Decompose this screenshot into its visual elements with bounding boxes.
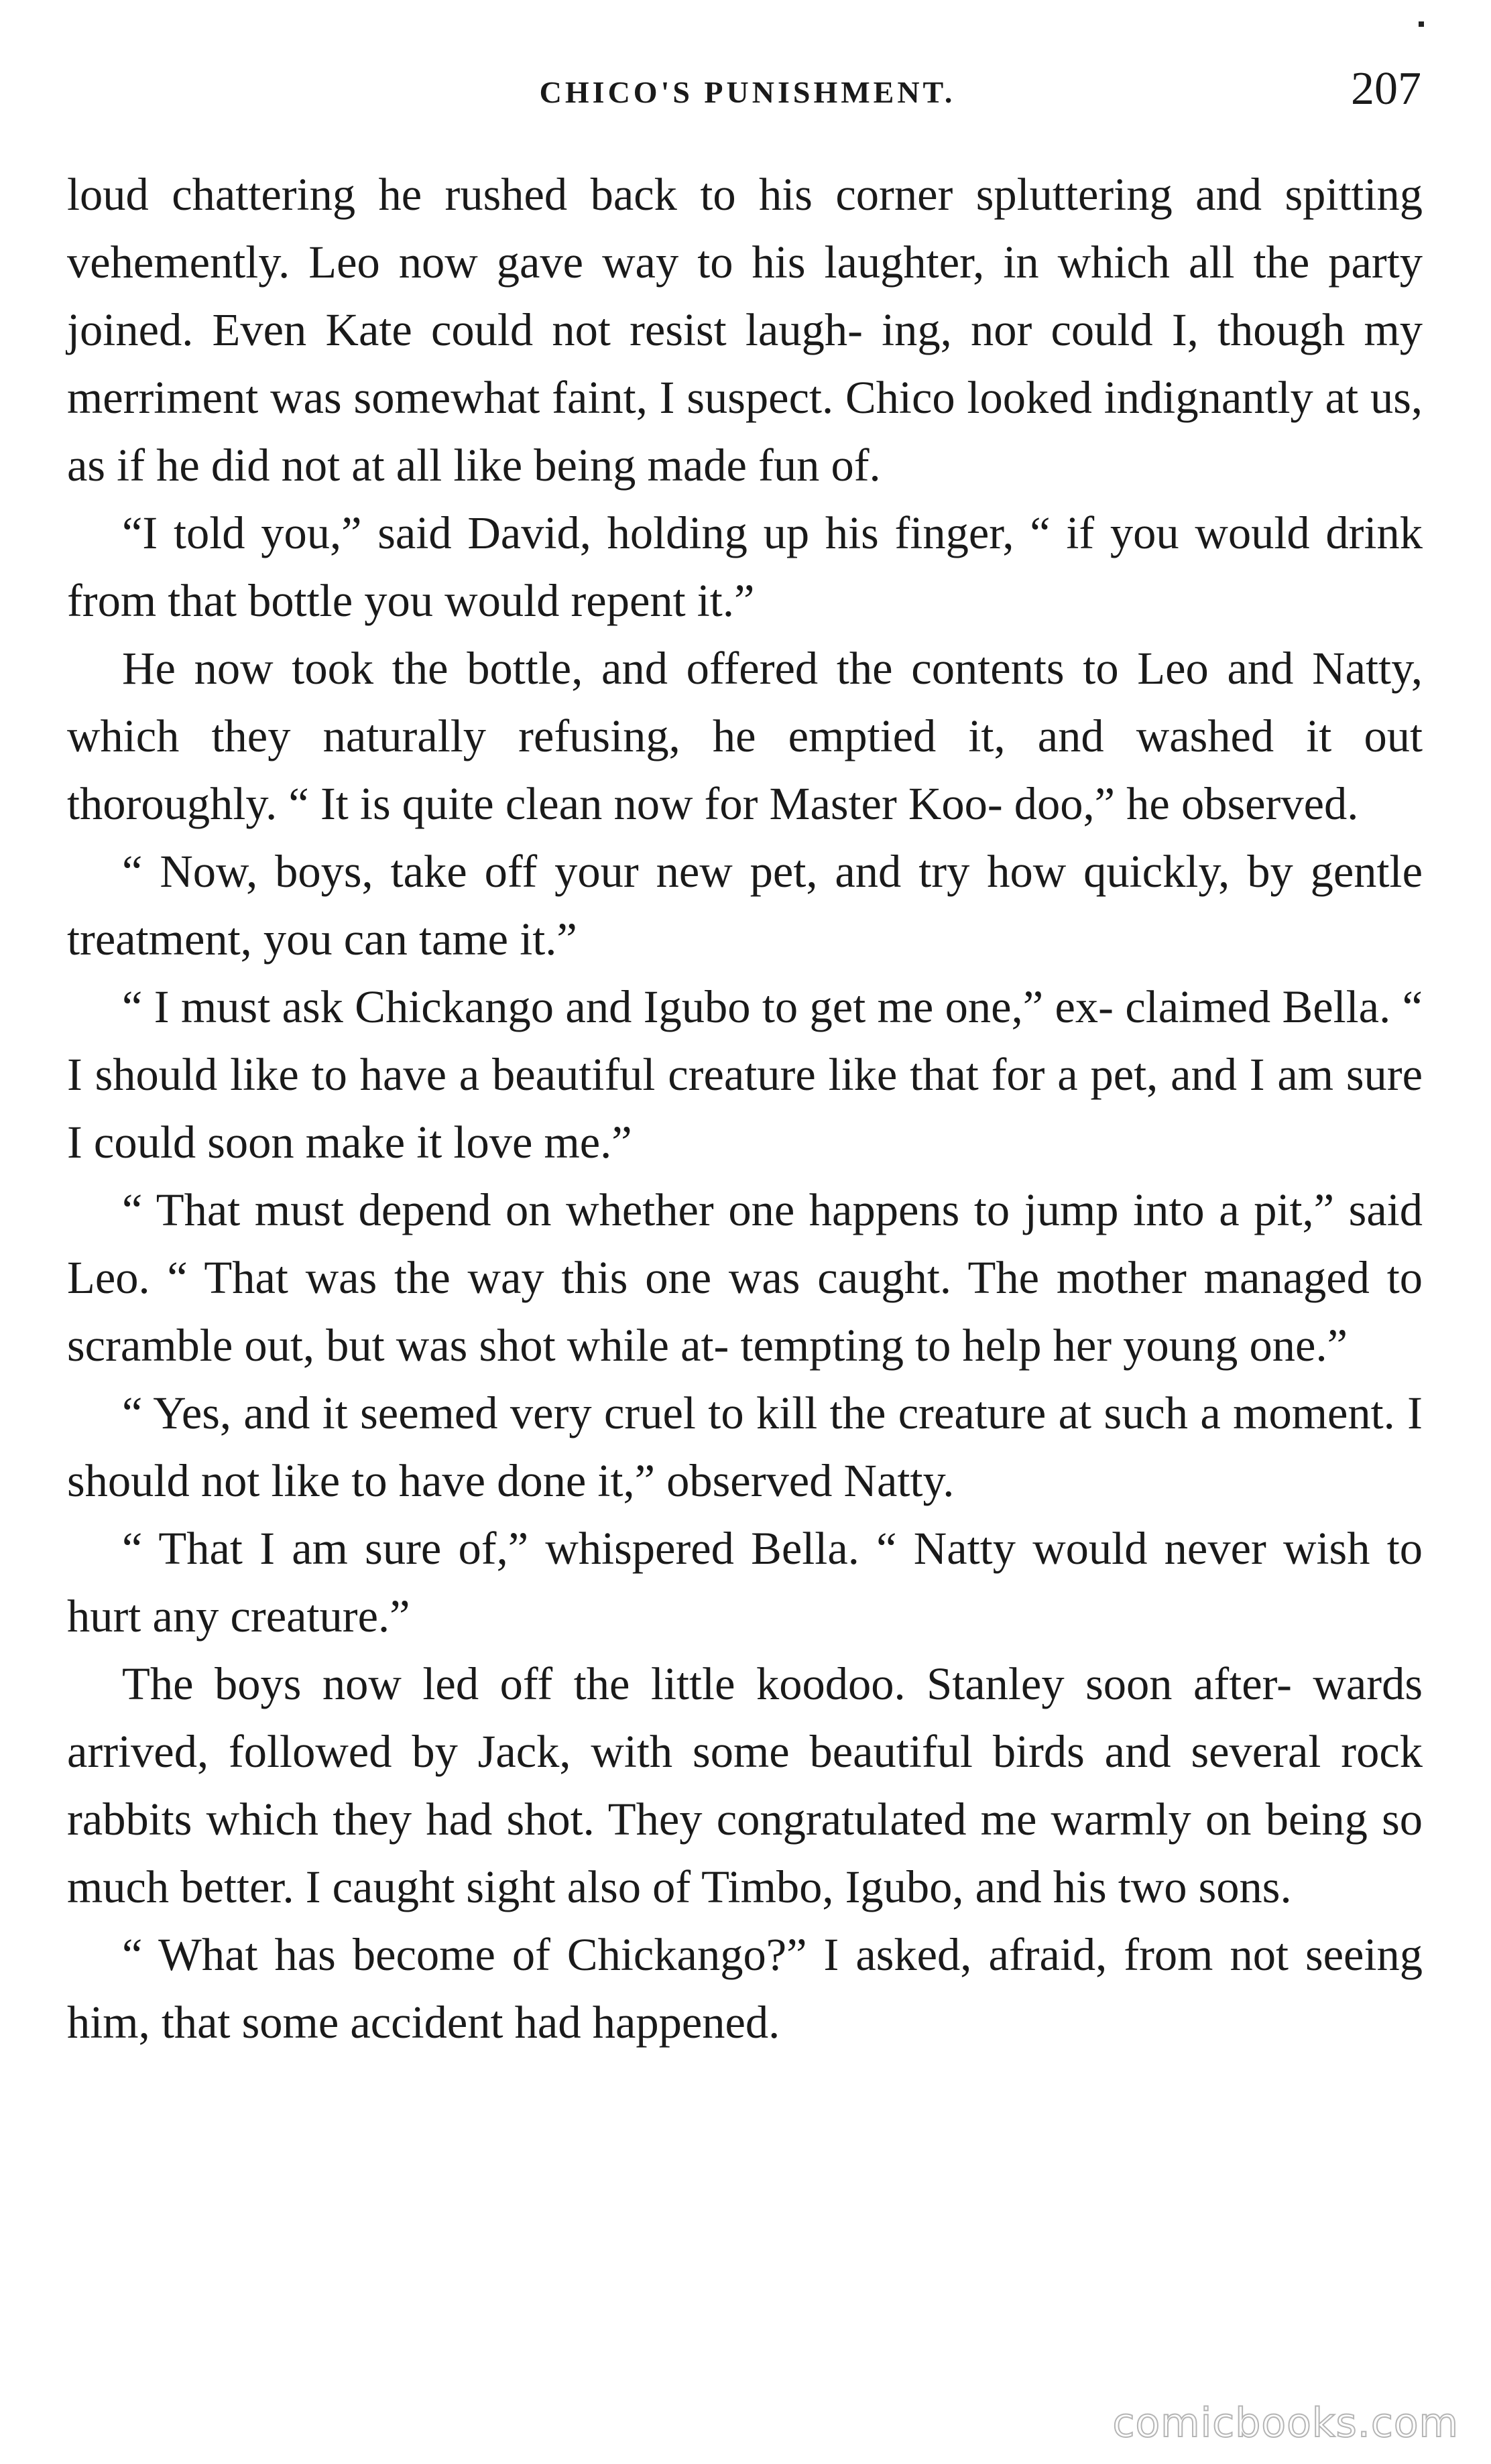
paragraph: “ That must depend on whether one happens to jump into a pit,” said Leo. “ That was the way this one was caught. The mother managed to scramble out, but was shot while at- tempting to help her young one.”	[67, 1184, 1423, 1371]
paragraph: loud chattering he rushed back to his corner spluttering and spitting vehemently. Leo now gave way to his laughter, in which all the party joined. Even Kate could not resist laugh- ing, nor could I, though my merriment was somewhat faint, I suspect. Chico looked indignantly at us, as if he did not at all like being made fun of.	[67, 169, 1423, 491]
paragraph: “ That I am sure of,” whispered Bella. “ Natty would never wish to hurt any creature.”	[67, 1523, 1423, 1642]
body-text	[67, 161, 1423, 2056]
paragraph: “ I must ask Chickango and Igubo to get me one,” ex- claimed Bella. “ I should like to have a beautiful creature like that for a pet, and I am sure I could soon make it love me.”	[67, 981, 1423, 1168]
corner-mark	[1419, 21, 1424, 27]
paragraph: “ Yes, and it seemed very cruel to kill the creature at such a moment. I should not like to have done it,” observed Natty.	[67, 1388, 1423, 1506]
paragraph: He now took the bottle, and offered the contents to Leo and Natty, which they naturally refusing, he emptied it, and washed it out thoroughly. “ It is quite clean now for Master Koo- doo,” he observed.	[67, 643, 1423, 829]
watermark-text: comicbooks.com	[1112, 2400, 1459, 2447]
paragraph: “ What has become of Chickango?” I asked, afraid, from not seeing him, that some accident had happened.	[67, 1929, 1423, 2048]
paragraph: “I told you,” said David, holding up his finger, “ if you would drink from that bottle you would repent it.”	[67, 507, 1423, 626]
page-header	[74, 63, 1421, 124]
running-head: CHICO'S PUNISHMENT.	[539, 75, 956, 109]
paragraph: The boys now led off the little koodoo. Stanley soon after- wards arrived, followed by Jack, with some beautiful birds and several rock rabbits which they had shot. They congratulated me warmly on being so much better. I caught sight also of Timbo, Igubo, and his two sons.	[67, 1658, 1423, 1912]
page-number: 207	[1351, 63, 1421, 115]
paragraph: “ Now, boys, take off your new pet, and try how quickly, by gentle treatment, you can tame it.”	[67, 846, 1423, 965]
